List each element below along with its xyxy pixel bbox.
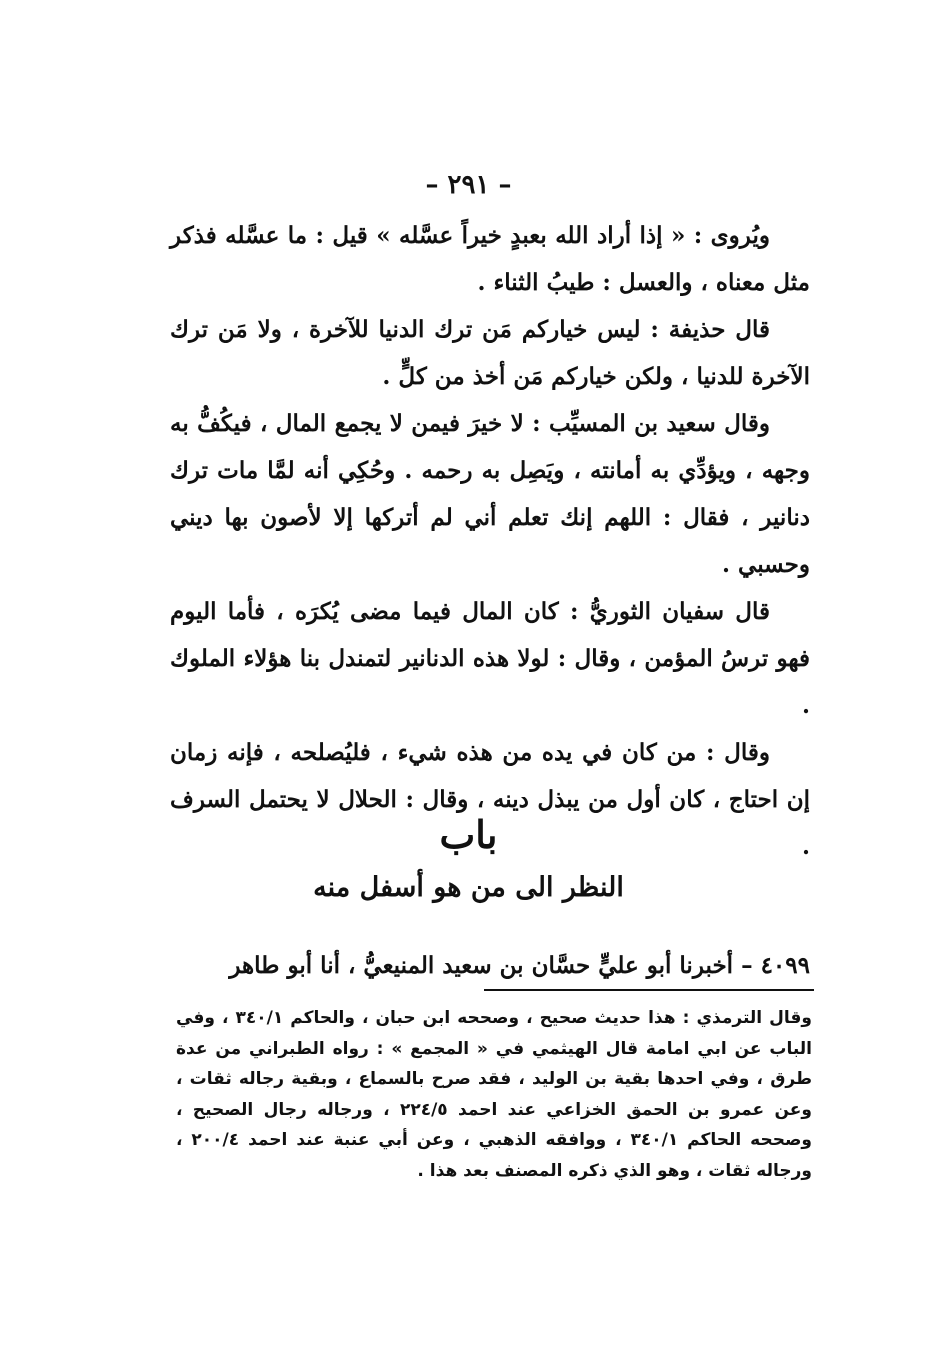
- paragraph-sufyan-saying: وقال : من كان في يده من هذه شيء ، فليُصلحه ، فإنه زمان إن احتاج ، كان أول من يبذل دينه ، وقال : الحلال لا يحتمل السرف .: [170, 739, 810, 860]
- paragraph-sufyan-thawri: قال سفيان الثوريُّ : كان المال فيما مضى يُكرَه ، فأما اليوم فهو ترسُ المؤمن ، وقال : لولا هذه الدنانير لتمندل بنا هؤلاء الملوك .: [170, 598, 810, 719]
- footnotes: [176, 1003, 812, 1186]
- paragraph-saeed-ibn-musayyib: وقال سعيد بن المسيِّب : لا خيرَ فيمن لا يجمع المال ، فيكُفُّ به وجهه ، ويؤدِّي به أمانته ، ويَصِل به رحمه . وحُكِي أنه لمَّا مات ترك دنانير ، فقال : اللهم إنك تعلم أني لم أتركها إلا لأصون بها ديني وحسبي .: [170, 410, 810, 578]
- footnote-text: وقال الترمذي : هذا حديث صحيح ، وصححه ابن حبان ، والحاكم ٣٤٠/١ ، وفي الباب عن ابي امامة قال الهيثمي في « المجمع » : رواه الطبراني من عدة طرق ، وفي احدها بقية بن الوليد ، فقد صرح بالسماع ، وبقية رجاله ثقات ، وعن عمرو بن الحمق الخزاعي عند احمد ٢٢٤/٥ ، ورجاله رجال الصحيح ، وصححه الحاكم ٣٤٠/١ ، ووافقه الذهبي ، وعن أبي عنبة عند احمد ٢٠٠/٤ ، ورجاله ثقات ، وهو الذي ذكره المصنف بعد هذا .: [176, 1008, 812, 1181]
- chapter-heading: باب: [439, 812, 498, 857]
- paragraph-narration: ويُروى : « إذا أراد الله بعبدٍ خيراً عسَّله » قيل : ما عسَّله فذكر مثل معناه ، والعسل : طيبُ الثناء .: [170, 222, 810, 296]
- footnote-divider: [484, 989, 814, 991]
- paragraph-hudhayfa: قال حذيفة : ليس خياركم مَن ترك الدنيا للآخرة ، ولا مَن ترك الآخرة للدنيا ، ولكن خياركم مَن أخذ من كلٍّ .: [170, 316, 810, 390]
- main-text: [170, 212, 810, 870]
- hadith-isnad-line: ٤٠٩٩ – أخبرنا أبو عليٍّ حسَّان بن سعيد المنيعيُّ ، أنا أبو طاهر: [229, 952, 810, 979]
- page-number: – ٢٩١ –: [425, 170, 512, 200]
- chapter-subtitle: النظر الى من هو أسفل منه: [313, 872, 624, 903]
